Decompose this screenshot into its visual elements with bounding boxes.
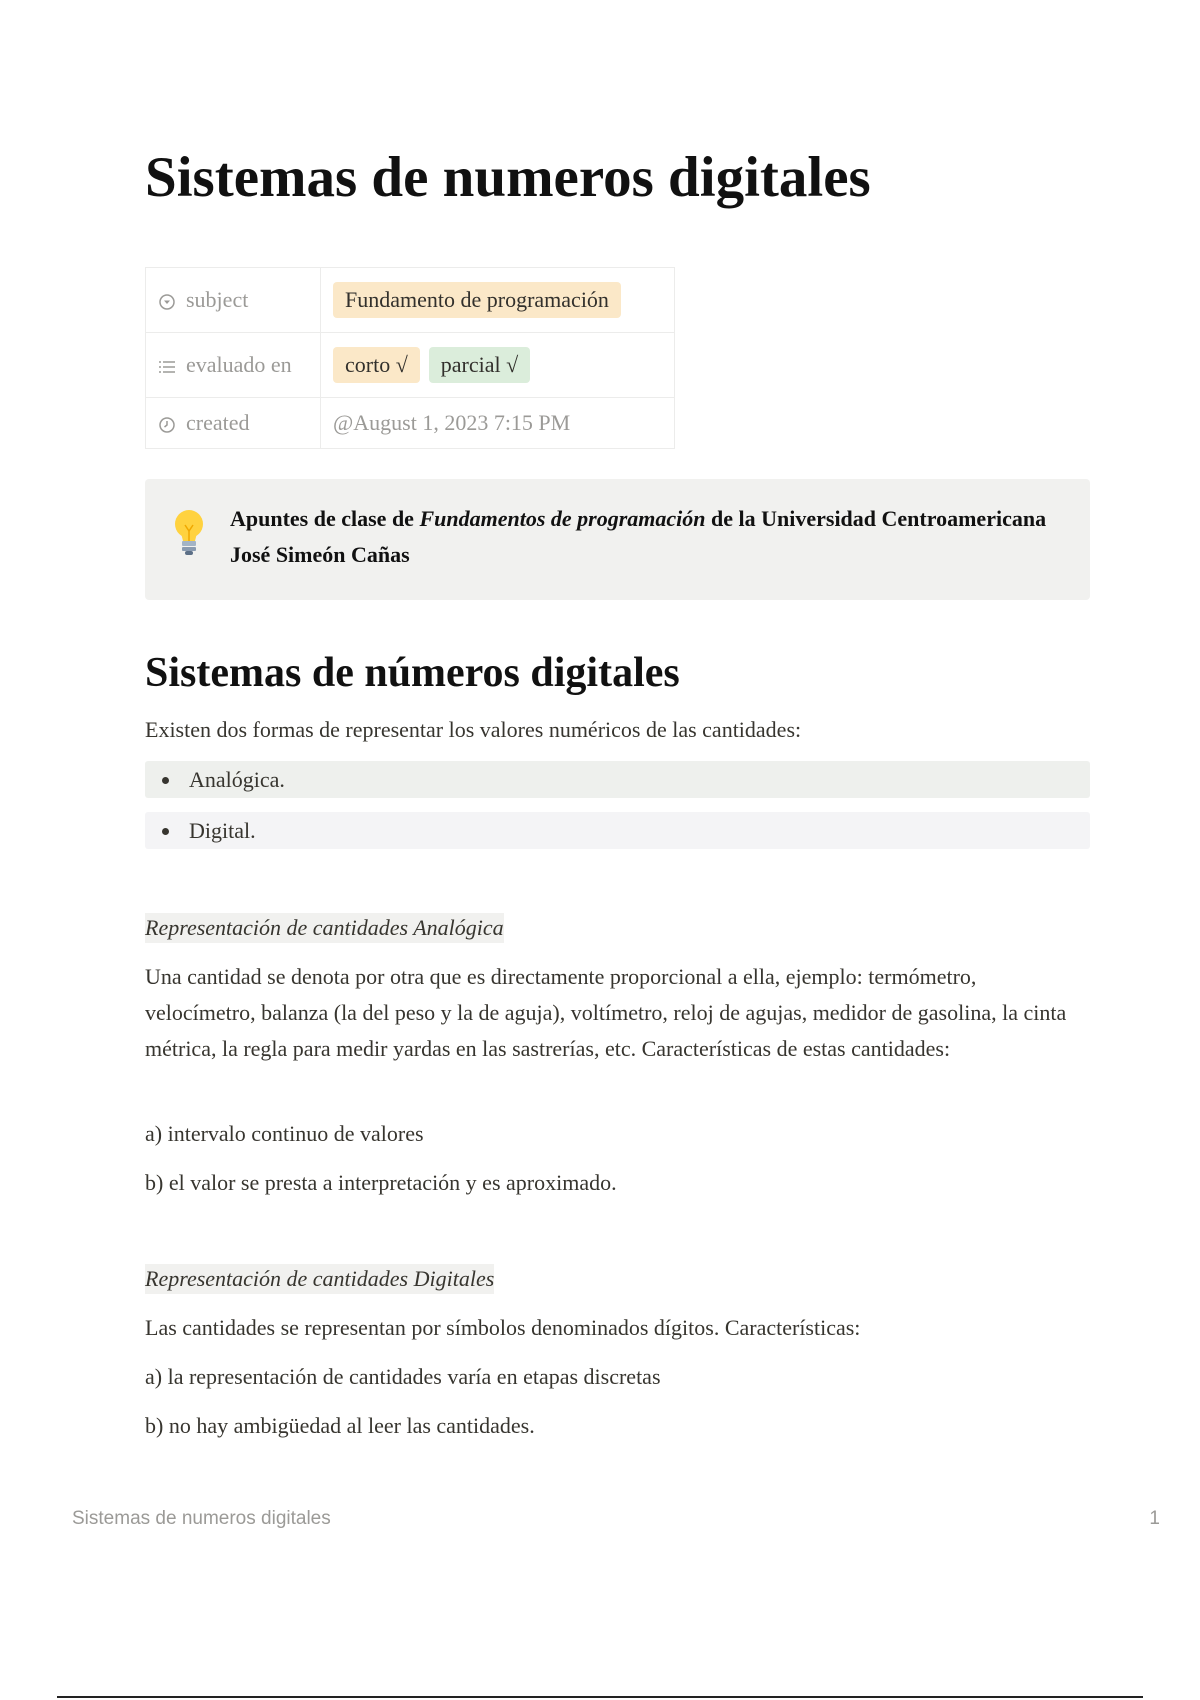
digital-item: b) no hay ambigüedad al leer las cantidades.: [145, 1413, 535, 1438]
bullet-dot: [162, 828, 169, 835]
property-row-created: [146, 398, 675, 449]
callout: [145, 479, 1090, 600]
list-item-label: Digital.: [189, 818, 256, 843]
list-item: [145, 812, 1090, 849]
property-value-created: @August 1, 2023 7:15 PM: [321, 398, 675, 449]
footer-title: Sistemas de numeros digitales: [72, 1508, 331, 1529]
tag-corto[interactable]: corto √: [333, 347, 420, 383]
callout-text: [230, 501, 1050, 573]
intro-paragraph: Existen dos formas de representar los valores numéricos de las cantidades:: [145, 717, 802, 742]
page-bottom-rule: [57, 1696, 1143, 1698]
property-row-evaluado: [146, 333, 675, 398]
property-value-evaluado[interactable]: [321, 333, 675, 398]
callout-suffix: de la Universidad Centroamericana José Simeón Cañas: [230, 506, 1047, 567]
section-heading: Sistemas de números digitales: [145, 650, 680, 696]
clock-icon: [158, 416, 176, 434]
page-number: 1: [1149, 1508, 1160, 1529]
property-key-created[interactable]: [146, 398, 321, 449]
digital-paragraph: Las cantidades se representan por símbolos denominados dígitos. Características:: [145, 1315, 861, 1340]
properties-table: [145, 267, 675, 449]
property-key-evaluado[interactable]: [146, 333, 321, 398]
list-item: [145, 761, 1090, 798]
callout-prefix: Apuntes de clase de: [230, 506, 420, 531]
digital-item: a) la representación de cantidades varía en etapas discretas: [145, 1364, 661, 1389]
analogica-paragraph: Una cantidad se denota por otra que es directamente proporcional a ella, ejemplo: termómetro, velocímetro, balanza (la del peso y la de aguja), voltímetro, reloj de agujas, medidor de gasolina, la cinta métrica, la regla para medir yardas en las sastrerías, etc. Características de estas cantidades:: [145, 964, 1067, 1061]
select-icon: [158, 293, 176, 311]
subheading-digital: Representación de cantidades Digitales: [145, 1264, 494, 1294]
property-label: evaluado en: [186, 352, 292, 377]
analogica-item: b) el valor se presta a interpretación y es aproximado.: [145, 1170, 617, 1195]
property-key-subject[interactable]: [146, 268, 321, 333]
subheading-analogica: Representación de cantidades Analógica: [145, 913, 504, 943]
property-row-subject: [146, 268, 675, 333]
list-icon: [158, 358, 176, 376]
property-value-subject[interactable]: [321, 268, 675, 333]
subject-tag[interactable]: Fundamento de programación: [333, 282, 621, 318]
page-title: Sistemas de numeros digitales: [145, 146, 871, 209]
light-bulb-icon: [171, 507, 207, 557]
bullet-dot: [162, 777, 169, 784]
list-item-label: Analógica.: [189, 767, 285, 792]
callout-emphasis: Fundamentos de programación: [419, 506, 706, 531]
analogica-item: a) intervalo continuo de valores: [145, 1121, 424, 1146]
tag-parcial[interactable]: parcial √: [429, 347, 530, 383]
property-label: created: [186, 410, 250, 435]
property-label: subject: [186, 287, 249, 312]
